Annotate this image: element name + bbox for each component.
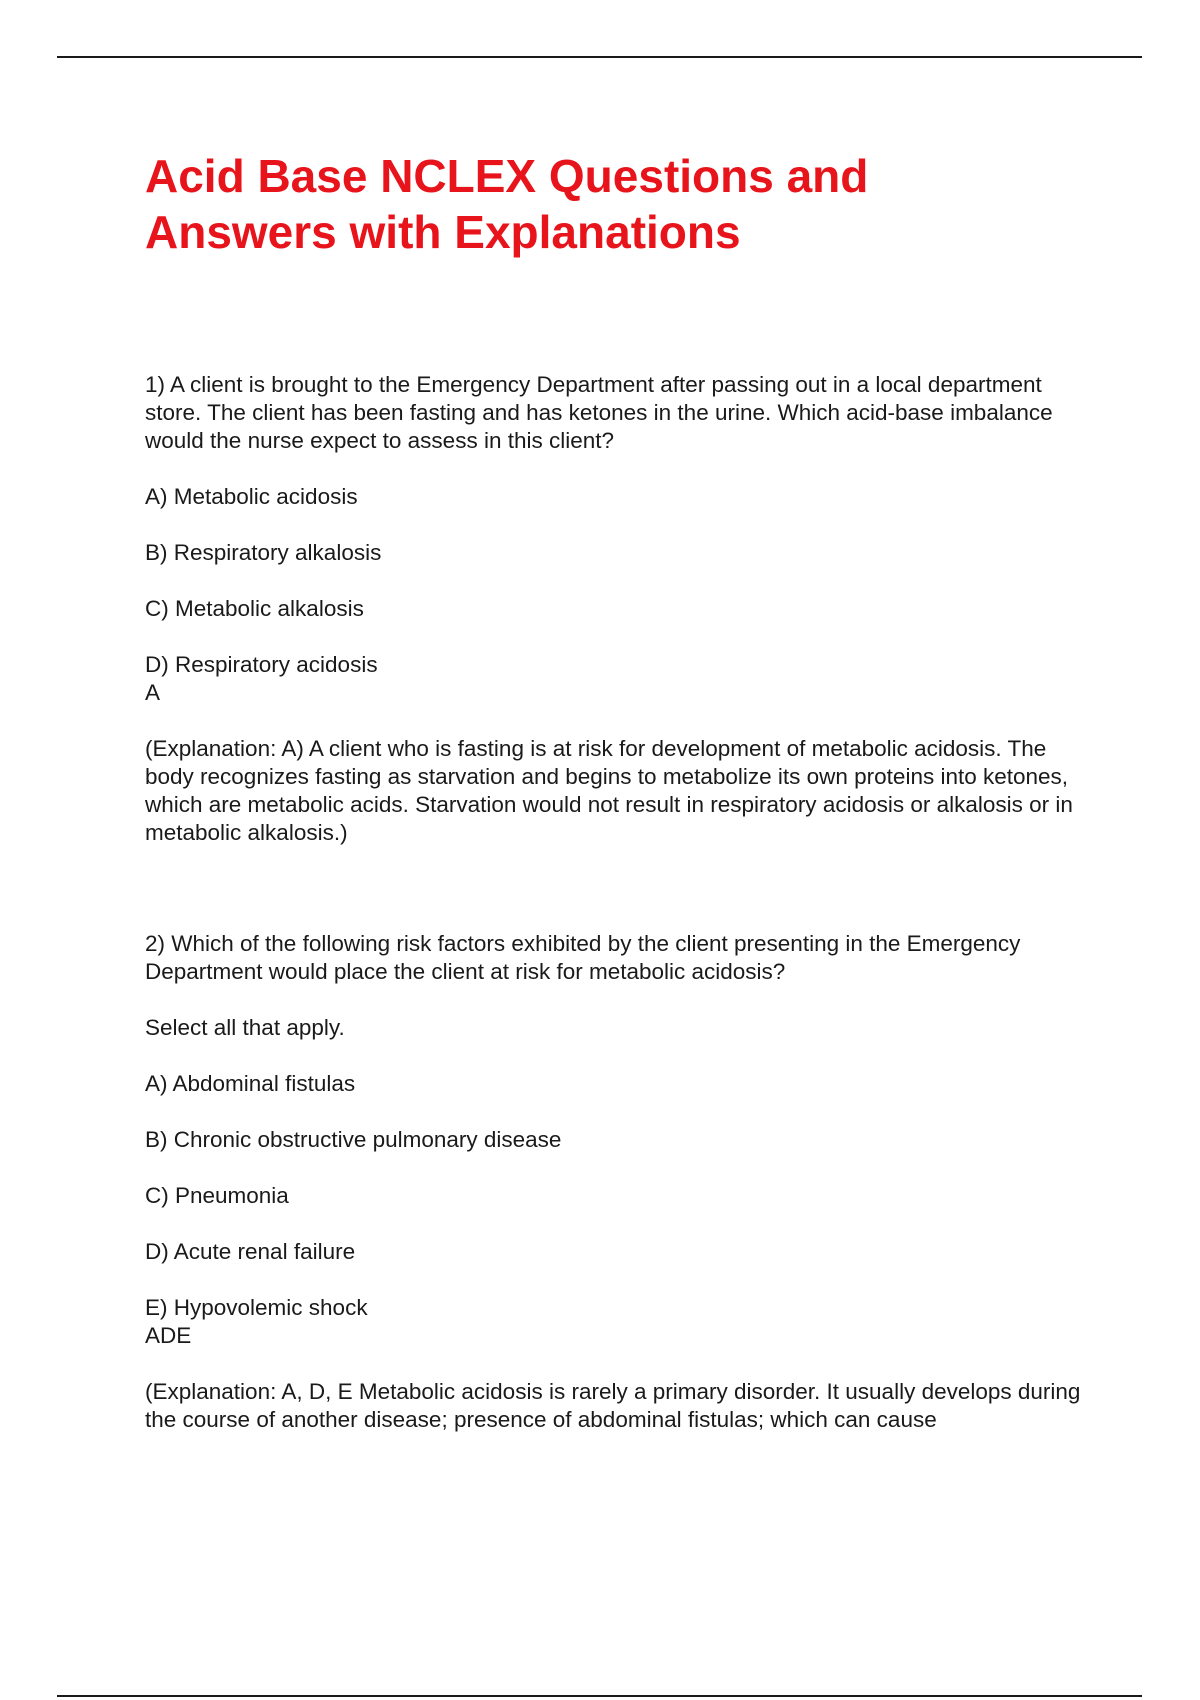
question-1-option-a: A) Metabolic acidosis	[145, 484, 358, 509]
question-2-option-e: E) Hypovolemic shock	[145, 1295, 368, 1320]
question-1-explanation: (Explanation: A) A client who is fasting is at risk for development of metabolic acidosis. The body recognizes fasting as starvation and begins to metabolize its own proteins into ketones, which are metabolic acids. Starvation would not result in respiratory acidosis or alkalosis or in metabolic alkalosis.)	[145, 736, 1073, 845]
document-title: Acid Base NCLEX Questions and Answers with Explanations	[145, 150, 869, 258]
question-1-option-b: B) Respiratory alkalosis	[145, 540, 382, 565]
top-divider	[57, 56, 1142, 58]
question-1-answer: A	[145, 680, 161, 705]
question-2-option-d: D) Acute renal failure	[145, 1239, 356, 1264]
question-1-option-c: C) Metabolic alkalosis	[145, 596, 364, 621]
question-2-answer: ADE	[145, 1323, 192, 1348]
question-2-stem: 2) Which of the following risk factors exhibited by the client presenting in the Emergency Department would place the client at risk for metabolic acidosis?	[145, 931, 1021, 984]
question-2-option-a: A) Abdominal fistulas	[145, 1071, 356, 1096]
question-1-option-d: D) Respiratory acidosis	[145, 652, 378, 677]
question-2-instruction: Select all that apply.	[145, 1015, 345, 1040]
bottom-divider	[57, 1695, 1142, 1697]
question-2-option-b: B) Chronic obstructive pulmonary disease	[145, 1127, 562, 1152]
question-2-explanation: (Explanation: A, D, E Metabolic acidosis is rarely a primary disorder. It usually develops during the course of another disease; presence of abdominal fistulas; which can cause	[145, 1379, 1081, 1432]
question-2-option-c: C) Pneumonia	[145, 1183, 289, 1208]
question-1-stem: 1) A client is brought to the Emergency Department after passing out in a local department store. The client has been fasting and has ketones in the urine. Which acid-base imbalance would the nurse expect to assess in this client?	[145, 372, 1053, 453]
